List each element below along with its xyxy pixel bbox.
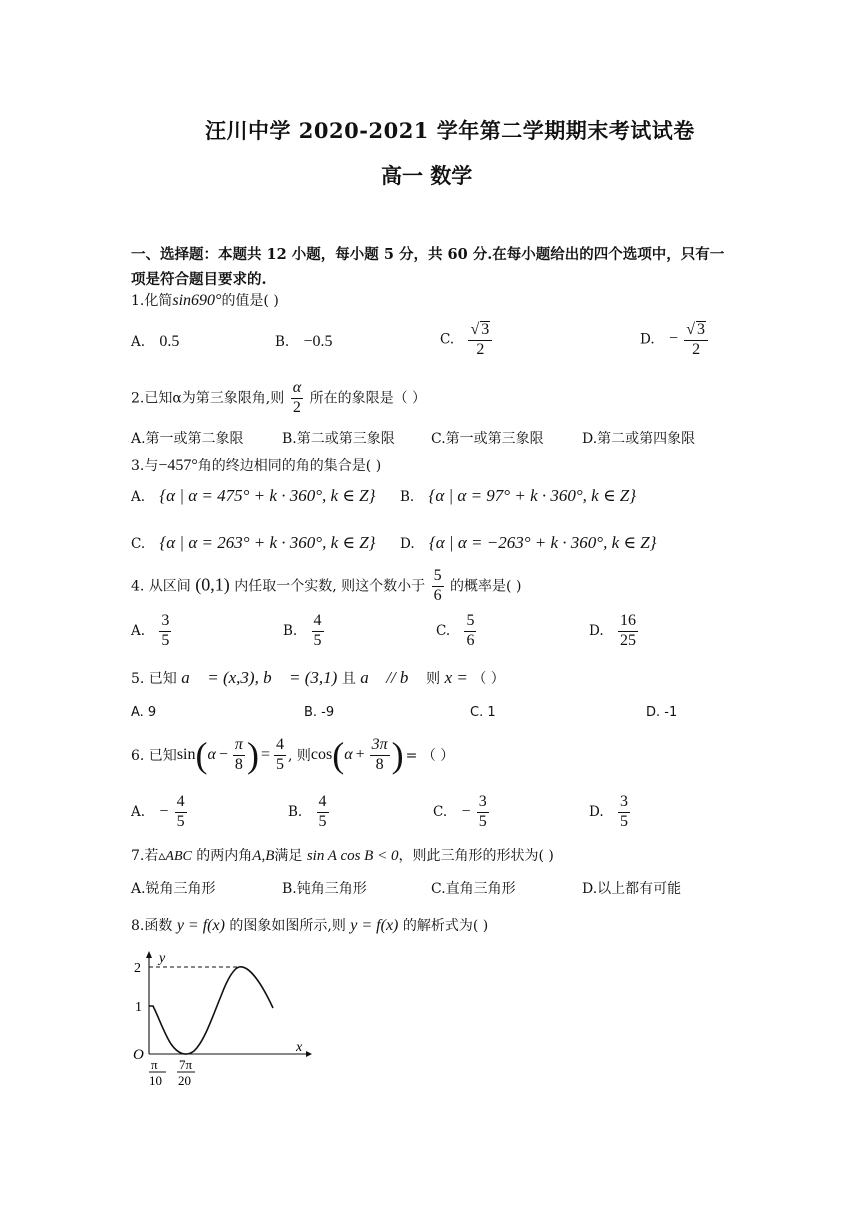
q2-stem-suffix: 所在的象限是（ ） — [309, 390, 427, 407]
q1-option-a[interactable] — [131, 333, 179, 351]
q1-stem-math: sin690° — [172, 292, 222, 309]
q4-option-c[interactable] — [436, 613, 478, 650]
q4-frac-num: 5 — [432, 568, 444, 587]
section-heading-line2: 项是符合题目要求的. — [131, 271, 267, 288]
q1-option-b[interactable] — [275, 333, 333, 351]
q5-stem-x: x = — [444, 668, 468, 687]
question-7-stem — [131, 845, 554, 865]
q3-stem-math: −457° — [158, 457, 198, 474]
function-curve — [149, 967, 273, 1054]
q1-option-d-fraction: $\frac{√ 3}{2}$ — [684, 321, 708, 359]
q4-option-c-num: 5 — [464, 613, 476, 632]
q3-option-a-label: A. — [131, 489, 146, 505]
q4-stem-suffix: 的概率是( ) — [450, 578, 522, 595]
x-tick-2-den: 20 — [178, 1073, 191, 1088]
q7-stem-mid2: 满足 — [274, 848, 303, 864]
q8-function-graph — [126, 948, 316, 1088]
q4-five-sixths — [432, 568, 444, 605]
q6-four-fifths — [274, 737, 286, 774]
q8-stem-mid: 的图象如图所示,则 — [229, 918, 346, 934]
q4-option-b-fraction — [312, 613, 324, 650]
q6-option-c[interactable] — [433, 794, 491, 831]
q3-option-c-label: C. — [131, 536, 146, 552]
x-tick-1-den: 10 — [149, 1073, 162, 1088]
q4-option-c-label: C. — [436, 622, 451, 639]
q6-option-c-label: C. — [433, 803, 448, 820]
q4-option-a-num: 3 — [159, 613, 171, 632]
q4-frac-den: 6 — [433, 586, 442, 604]
q4-option-a-label: A. — [131, 622, 146, 639]
x-axis-label: x — [296, 1040, 303, 1055]
q4-interval: (0,1) — [195, 574, 230, 595]
q7-angles: A,B — [252, 848, 275, 864]
q6-option-a[interactable] — [131, 794, 189, 831]
q4-option-c-fraction — [464, 613, 476, 650]
q7-option-a[interactable]: A.锐角三角形 — [131, 881, 216, 897]
q6-option-a-den: 5 — [176, 812, 185, 830]
x-tick-1-num: π — [151, 1057, 158, 1072]
q5-option-a[interactable]: A. 9 — [131, 705, 157, 720]
q3-option-b-value: {α | α = 97° + k · 360°, k ∈ Z} — [428, 486, 637, 505]
q3-stem-suffix: 角的终边相同的角的集合是( ) — [197, 458, 382, 474]
q3-option-b[interactable] — [400, 486, 636, 506]
q6-option-b-label: B. — [288, 803, 303, 820]
q6-pi: π — [233, 737, 245, 756]
q4-option-a-fraction — [159, 613, 171, 650]
q6-option-c-num: 3 — [477, 794, 489, 813]
q3-option-a-value: {α | α = 475° + k · 360°, k ∈ Z} — [159, 486, 376, 505]
q4-option-b-label: B. — [283, 622, 298, 639]
q6-eq: = — [260, 746, 270, 764]
q4-stem-prefix: 4. 从区间 — [131, 578, 191, 595]
q1-option-a-value: 0.5 — [159, 333, 180, 350]
q1-option-a-label: A. — [131, 334, 146, 350]
x-axis-arrow-icon — [306, 1051, 312, 1057]
q5-stem-prefix: 5. 已知 — [131, 671, 177, 687]
q4-option-b[interactable] — [283, 613, 326, 650]
q2-option-b[interactable]: B.第二或第三象限 — [282, 431, 395, 447]
q7-option-d[interactable]: D.以上都有可能 — [582, 881, 682, 897]
y-tick-label-1: 1 — [135, 1000, 142, 1015]
q3-option-b-label: B. — [400, 489, 415, 505]
page-title: 汪川中学 2020-2021 学年第二学期期末考试试卷 — [205, 118, 695, 143]
y-tick-label-2: 2 — [134, 961, 141, 976]
q6-stem-prefix: 6. 已知 — [131, 748, 177, 765]
q5-option-d[interactable]: D. -1 — [646, 705, 678, 720]
q2-alpha-half — [291, 380, 303, 417]
q6-eight: 8 — [234, 755, 243, 773]
q6-option-d-num: 3 — [618, 794, 630, 813]
q6-3pi-over-8 — [370, 737, 390, 774]
question-2-stem — [131, 380, 426, 417]
q3-option-c[interactable] — [131, 533, 375, 553]
x-tick-2-num: 7π — [179, 1057, 193, 1072]
q4-option-a[interactable] — [131, 613, 173, 650]
q4-option-b-num: 4 — [312, 613, 324, 632]
q7-option-c[interactable]: C.直角三角形 — [431, 881, 516, 897]
q4-option-b-den: 5 — [313, 631, 322, 649]
q6-option-b-fraction — [317, 794, 329, 831]
q6-option-d-den: 5 — [619, 812, 628, 830]
q6-mid: , 则 — [287, 748, 311, 765]
q4-option-d-fraction — [618, 613, 638, 650]
q7-stem-prefix: 7.若 — [131, 848, 159, 864]
q4-stem-mid: 内任取一个实数, 则这个数小于 — [234, 578, 426, 595]
y-axis-arrow-icon — [146, 951, 152, 958]
q5-stem-vectors: a⃗ = (x,3), b⃗ = (3,1) — [181, 668, 338, 687]
q8-function-1: y = f(x) — [176, 917, 225, 934]
q3-option-d[interactable] — [400, 533, 656, 553]
q7-option-b[interactable]: B.钝角三角形 — [282, 881, 367, 897]
q4-option-d-num: 16 — [618, 613, 638, 632]
q7-stem-suffix: ，则此三角形的形状为( ) — [398, 848, 554, 864]
q6-sin: sin — [176, 746, 196, 764]
q4-option-a-den: 5 — [161, 631, 170, 649]
question-4-stem — [131, 568, 521, 605]
q2-option-a[interactable]: A.第一或第二象限 — [131, 431, 244, 447]
question-5-stem — [131, 668, 505, 688]
q6-alpha: α — [207, 746, 216, 764]
q3-option-c-value: {α | α = 263° + k · 360°, k ∈ Z} — [159, 533, 376, 552]
q6-option-d[interactable] — [589, 794, 632, 831]
q1-option-d-sign: − — [668, 330, 678, 348]
q6-option-d-label: D. — [589, 803, 604, 820]
q6-option-a-num: 4 — [175, 794, 187, 813]
question-8-stem — [131, 915, 488, 935]
q6-option-a-label: A. — [131, 803, 146, 820]
q5-stem-mid2: 则 — [426, 671, 441, 687]
question-6-stem: 6. 已知 sin ( α − $\frac{\pi}{8}$ ) = $\frac{4}{5}$ , 则 cos ( α + $\frac{3\pi}{8}$ ) = （ ） — [131, 735, 455, 776]
q2-frac-den: 2 — [292, 398, 301, 416]
q1-option-b-value: −0.5 — [303, 333, 333, 350]
question-3-stem — [131, 455, 381, 475]
q4-option-d[interactable] — [589, 613, 640, 650]
q2-option-d[interactable]: D.第二或第四象限 — [582, 431, 696, 447]
q7-triangle: ▵ABC — [158, 849, 192, 864]
q6-option-c-den: 5 — [478, 812, 487, 830]
q6-three-pi: 3π — [370, 737, 390, 756]
q6-stem-suffix: = （ ） — [405, 748, 455, 765]
q1-option-d-label: D. — [640, 331, 655, 348]
q6-pi-over-8 — [233, 737, 245, 774]
q2-stem-prefix: 2.已知α为第三象限角,则 — [131, 390, 285, 407]
q7-stem-mid: 的两内角 — [196, 848, 253, 864]
q1-option-c-label: C. — [440, 331, 455, 348]
q8-stem-suffix: 的解析式为( ) — [402, 918, 489, 934]
q6-rhs-num: 4 — [274, 737, 286, 756]
q1-option-d[interactable] — [640, 321, 710, 359]
q6-minus: − — [218, 746, 228, 764]
q1-option-c-fraction: $\frac{√ 3}{2}$ — [468, 321, 492, 359]
q6-option-c-fraction — [477, 794, 489, 831]
q5-stem-suffix: （ ） — [472, 671, 505, 687]
q3-stem-prefix: 3.与 — [131, 458, 159, 474]
page-subtitle: 高一 数学 — [381, 163, 473, 188]
q5-option-b[interactable]: B. -9 — [304, 705, 335, 720]
q6-option-a-fraction — [175, 794, 187, 831]
q6-option-b-den: 5 — [318, 812, 327, 830]
q6-cos: cos — [310, 746, 333, 764]
q3-option-d-label: D. — [400, 536, 415, 552]
q6-option-a-sign: − — [159, 802, 169, 820]
q5-option-c[interactable]: C. 1 — [470, 705, 496, 720]
q1-option-d-denominator: 2 — [692, 340, 701, 358]
q5-stem-mid: 且 — [341, 671, 356, 687]
q1-option-b-label: B. — [275, 334, 290, 350]
q6-rhs-den: 5 — [275, 755, 284, 773]
origin-label: O — [133, 1047, 144, 1063]
q1-option-c-denominator: 2 — [476, 340, 485, 358]
q6-plus: + — [355, 746, 365, 764]
q3-option-a[interactable] — [131, 486, 375, 506]
y-axis-label: y — [159, 951, 166, 966]
q4-option-c-den: 6 — [466, 631, 475, 649]
q8-stem-prefix: 8.函数 — [131, 918, 173, 934]
q3-option-d-value: {α | α = −263° + k · 360°, k ∈ Z} — [428, 533, 657, 552]
q1-option-d-numerator: 3 — [697, 321, 706, 338]
q5-stem-parallel: a⃗ // b⃗ — [360, 668, 422, 687]
q6-option-c-sign: − — [461, 802, 471, 820]
q4-option-d-label: D. — [589, 622, 604, 639]
q7-condition: sin A cos B < 0 — [306, 848, 399, 864]
q1-stem-suffix: 的值是( ) — [221, 293, 279, 309]
q2-option-c[interactable]: C.第一或第三象限 — [431, 431, 544, 447]
q6-eight-2: 8 — [375, 755, 384, 773]
q6-alpha-2: α — [344, 746, 353, 764]
q8-function-2: y = f(x) — [350, 917, 399, 934]
q1-stem-prefix: 1.化简 — [131, 293, 173, 309]
q1-option-c-numerator: 3 — [481, 321, 490, 338]
q4-option-d-den: 25 — [619, 631, 636, 649]
q6-option-d-fraction — [618, 794, 630, 831]
q6-option-b-num: 4 — [317, 794, 329, 813]
q2-frac-num: α — [291, 380, 303, 399]
question-1-stem — [131, 290, 279, 310]
q6-option-b[interactable] — [288, 794, 331, 831]
section-heading-line1: 一、选择题：本题共 12 小题，每小题 5 分，共 60 分.在每小题给出的四个选项中，只有一 — [131, 246, 725, 263]
q1-option-c[interactable] — [440, 321, 494, 359]
